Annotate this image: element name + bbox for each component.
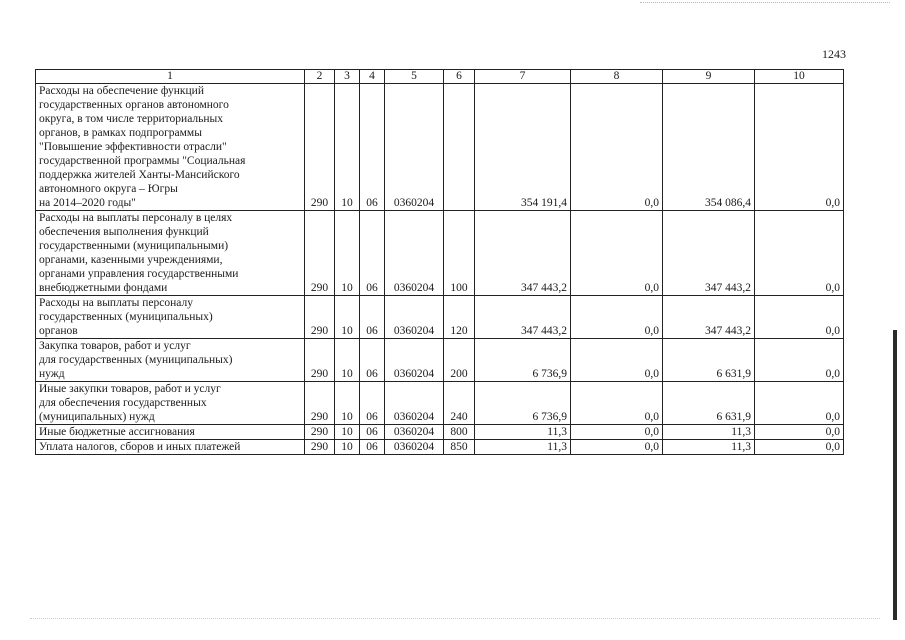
cell-col-6: 100: [444, 211, 475, 296]
cell-col-2: 290: [305, 296, 335, 339]
cell-col-9: 347 443,2: [663, 296, 755, 339]
row-name: Иные закупки товаров, работ и услуг для обеспечения государственных (муниципальных) нужд: [36, 382, 305, 425]
cell-col-6: 850: [444, 440, 475, 455]
cell-col-4: 06: [360, 382, 385, 425]
cell-col-10: 0,0: [755, 339, 844, 382]
header-col-5: 5: [385, 70, 444, 84]
cell-col-3: 10: [335, 296, 360, 339]
cell-col-10: 0,0: [755, 84, 844, 211]
scan-artifact-top: [640, 2, 890, 7]
table-row: [36, 211, 844, 296]
table-row: [36, 440, 844, 455]
cell-col-2: 290: [305, 211, 335, 296]
cell-col-5: 0360204: [385, 84, 444, 211]
cell-col-9: 11,3: [663, 425, 755, 440]
header-col-7: 7: [475, 70, 571, 84]
table-header-row: [36, 70, 844, 84]
table-row: [36, 296, 844, 339]
cell-col-4: 06: [360, 339, 385, 382]
cell-col-3: 10: [335, 211, 360, 296]
cell-col-3: 10: [335, 440, 360, 455]
cell-col-7: 6 736,9: [475, 339, 571, 382]
scan-edge-shadow: [893, 330, 897, 620]
cell-col-8: 0,0: [571, 440, 663, 455]
cell-col-9: 11,3: [663, 440, 755, 455]
row-name: Расходы на выплаты персоналу государственных (муниципальных) органов: [36, 296, 305, 339]
cell-col-10: 0,0: [755, 211, 844, 296]
header-col-4: 4: [360, 70, 385, 84]
cell-col-4: 06: [360, 440, 385, 455]
cell-col-5: 0360204: [385, 425, 444, 440]
table-row: [36, 84, 844, 211]
table-row: [36, 339, 844, 382]
cell-col-3: 10: [335, 425, 360, 440]
header-col-3: 3: [335, 70, 360, 84]
cell-col-8: 0,0: [571, 382, 663, 425]
cell-col-9: 6 631,9: [663, 339, 755, 382]
cell-col-9: 347 443,2: [663, 211, 755, 296]
cell-col-10: 0,0: [755, 425, 844, 440]
cell-col-5: 0360204: [385, 339, 444, 382]
cell-col-8: 0,0: [571, 339, 663, 382]
cell-col-7: 6 736,9: [475, 382, 571, 425]
cell-col-2: 290: [305, 440, 335, 455]
cell-col-2: 290: [305, 84, 335, 211]
cell-col-3: 10: [335, 382, 360, 425]
header-col-9: 9: [663, 70, 755, 84]
scan-artifact-bottom: [30, 618, 880, 621]
header-col-6: 6: [444, 70, 475, 84]
cell-col-7: 347 443,2: [475, 211, 571, 296]
cell-col-6: 120: [444, 296, 475, 339]
table-row: [36, 425, 844, 440]
header-col-8: 8: [571, 70, 663, 84]
row-name: Расходы на обеспечение функций государственных органов автономного округа, в том числе территориальных органов, в рамках подпрограммы "Повышение эффективности отрасли" государственной программы "Социальная поддержка жителей Ханты-Мансийского автономного округа – Югры на 2014–2020 годы": [36, 84, 305, 211]
cell-col-6: 800: [444, 425, 475, 440]
header-col-1: 1: [36, 70, 305, 84]
cell-col-3: 10: [335, 339, 360, 382]
cell-col-8: 0,0: [571, 425, 663, 440]
cell-col-8: 0,0: [571, 84, 663, 211]
cell-col-7: 354 191,4: [475, 84, 571, 211]
row-name: Закупка товаров, работ и услуг для государственных (муниципальных) нужд: [36, 339, 305, 382]
cell-col-7: 11,3: [475, 440, 571, 455]
cell-col-9: 6 631,9: [663, 382, 755, 425]
cell-col-8: 0,0: [571, 296, 663, 339]
header-col-2: 2: [305, 70, 335, 84]
cell-col-8: 0,0: [571, 211, 663, 296]
cell-col-7: 347 443,2: [475, 296, 571, 339]
cell-col-5: 0360204: [385, 296, 444, 339]
cell-col-9: 354 086,4: [663, 84, 755, 211]
budget-table: [35, 69, 844, 455]
cell-col-10: 0,0: [755, 382, 844, 425]
cell-col-5: 0360204: [385, 382, 444, 425]
cell-col-6: [444, 84, 475, 211]
cell-col-6: 240: [444, 382, 475, 425]
row-name: Расходы на выплаты персоналу в целях обеспечения выполнения функций государственными (муниципальными) органами, казенными учреждениями, органами управления государственными внебюджетными фондами: [36, 211, 305, 296]
cell-col-10: 0,0: [755, 440, 844, 455]
cell-col-4: 06: [360, 211, 385, 296]
cell-col-4: 06: [360, 425, 385, 440]
cell-col-10: 0,0: [755, 296, 844, 339]
cell-col-4: 06: [360, 296, 385, 339]
table-row: [36, 382, 844, 425]
cell-col-4: 06: [360, 84, 385, 211]
cell-col-2: 290: [305, 382, 335, 425]
cell-col-5: 0360204: [385, 211, 444, 296]
cell-col-2: 290: [305, 425, 335, 440]
cell-col-3: 10: [335, 84, 360, 211]
cell-col-6: 200: [444, 339, 475, 382]
header-col-10: 10: [755, 70, 844, 84]
page-number: 1243: [822, 47, 846, 61]
row-name: Иные бюджетные ассигнования: [36, 425, 305, 440]
cell-col-2: 290: [305, 339, 335, 382]
row-name: Уплата налогов, сборов и иных платежей: [36, 440, 305, 455]
cell-col-7: 11,3: [475, 425, 571, 440]
cell-col-5: 0360204: [385, 440, 444, 455]
